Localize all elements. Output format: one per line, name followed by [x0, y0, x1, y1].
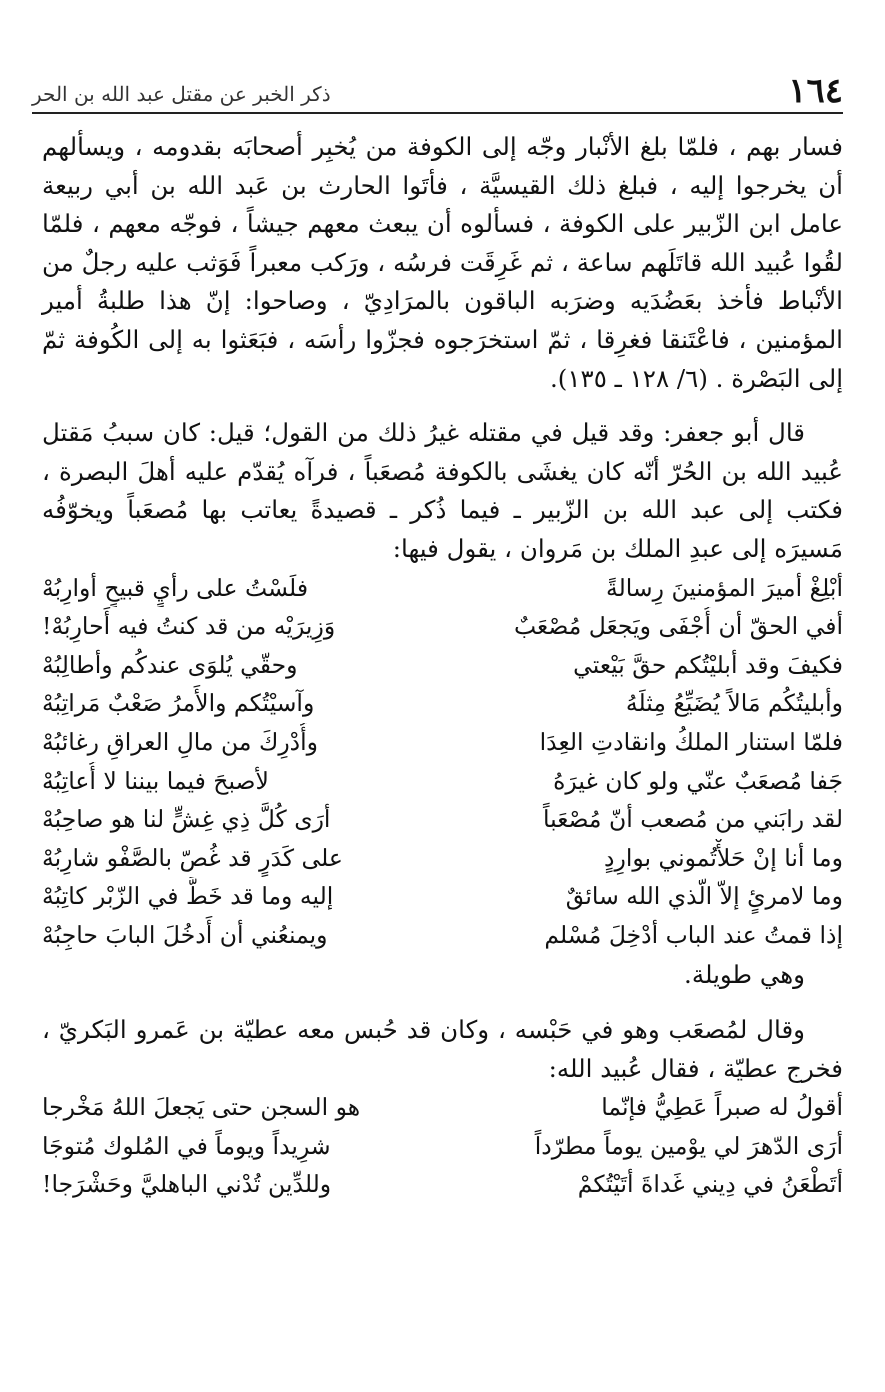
- page-number: ١٦٤: [788, 71, 843, 111]
- running-title: ذكر الخبر عن مقتل عبد الله بن الحر: [32, 82, 331, 106]
- narrative-paragraph: وقال لمُصعَب وهو في حَبْسه ، وكان قد حُبس معه عطيّة بن عَمرو البَكريّ ، فخرج عطيّة ، فقال عُبيد الله:: [42, 1015, 843, 1083]
- poem-verse: [42, 646, 843, 685]
- verse-second-hemistich: وحقّي يُلوَى عندكُم وأطالِبُهْ: [42, 650, 298, 679]
- poem-verse: [42, 723, 843, 762]
- verse-second-hemistich: إليه وما قد خَطَّ في الزّبْر كاتِبُهْ: [42, 882, 334, 911]
- verse-second-hemistich: أرَى كُلَّ ذِي غِشٍّ لنا هو صاحِبُهْ: [42, 805, 331, 834]
- page-header: [32, 58, 843, 114]
- poem-verse: [42, 1088, 843, 1127]
- verse-second-hemistich: وآسيْتُكم والأَمرُ صَعْبٌ مَراتِبُهْ: [42, 689, 315, 718]
- verse-second-hemistich: وأُدْرِكَ من مالِ العراقِ رغائبُهْ: [42, 727, 319, 756]
- poem-verse: [42, 877, 843, 916]
- verse-second-hemistich: وَزِيرَيْه من قد كنتُ فيه أَحارِبُهْ!: [42, 612, 336, 641]
- poem-verse: [42, 800, 843, 839]
- poem-verse: [42, 1127, 843, 1166]
- poem-first: [42, 569, 843, 955]
- poem-verse: [42, 839, 843, 878]
- poem-verse: [42, 569, 843, 608]
- verse-first-hemistich: فكيفَ وقد أبليْتُكم حقَّ بَيْعتي: [573, 650, 843, 679]
- verse-second-hemistich: لأصبحَ فيما بيننا لا أُعاتِبُهْ: [42, 766, 269, 795]
- page-content: [42, 128, 843, 1204]
- verse-second-hemistich: على كَدَرٍ قد غُصّ بالصَّفْو شارِبُهْ: [42, 843, 343, 872]
- verse-first-hemistich: أبْلِغْ أميرَ المؤمنينَ رِسالةً: [606, 573, 843, 602]
- verse-first-hemistich: جَفا مُصعَبٌ عنّي ولو كان غيرَهُ: [553, 766, 843, 795]
- verse-first-hemistich: لقد رابَني من مُصعب أنّ مُصْعَباً: [542, 805, 843, 834]
- verse-first-hemistich: أرَى الدّهرَ لي يوْمين يوماً مطرّداً: [534, 1131, 843, 1160]
- verse-first-hemistich: أفي الحقّ أن أُجْفَى ويَجعَل مُصْعَبٌ: [513, 612, 843, 641]
- verse-second-hemistich: ويمنعُني أن أَدخُلَ البابَ حاجِبُهْ: [42, 920, 328, 949]
- verse-second-hemistich: فلَسْتُ على رأيٍ قبيحٍ أوارِبُهْ: [42, 573, 309, 602]
- poem-verse: [42, 1165, 843, 1204]
- poem-verse: [42, 684, 843, 723]
- verse-first-hemistich: أتَطْعَنُ في دِيني غَداةَ أتَيْتُكمْ: [577, 1170, 843, 1199]
- poem-verse: [42, 916, 843, 955]
- verse-second-hemistich: وللدِّين تُدْني الباهليَّ وحَشْرَجا!: [42, 1170, 332, 1199]
- verse-first-hemistich: وأبليتُكُم مَالاً يُضَيِّعُ مِثلَهُ: [625, 689, 843, 718]
- poem-second: [42, 1088, 843, 1204]
- verse-first-hemistich: وما أنا إنْ حَلأْتُموني بوارِدٍ: [604, 843, 843, 872]
- poem-remark: وهي طويلة.: [684, 960, 805, 990]
- verse-first-hemistich: أقولُ له صبراً عَطِيُّ فإنّما: [601, 1093, 843, 1122]
- poem-verse: [42, 607, 843, 646]
- verse-first-hemistich: فلمّا استنار الملكُ وانقادتِ العِدَا: [539, 727, 843, 756]
- poem-verse: [42, 762, 843, 801]
- verse-first-hemistich: وما لامرئٍ إلاّ الّذي الله سائقٌ: [565, 882, 843, 911]
- verse-second-hemistich: شرِيداً ويوماً في المُلوك مُتوجَا: [42, 1131, 331, 1160]
- verse-first-hemistich: إذا قمتُ عند الباب أدْخِلَ مُسْلم: [544, 920, 843, 949]
- narrative-paragraph: فسار بهم ، فلمّا بلغ الأنْبار وجّه إلى الكوفة من يُخبِر أصحابَه بقدومه ، ويسألهم أن يخرجوا إليه ، فبلغ ذلك القيسيَّة ، فأتَوا الحارث بن عَبد الله بن أبي ربيعة عامل ابن الزّبير على الكوفة ، فسألوه أن يبعث معهم جيشاً ، فوجّه معهم ، فلمّا لقُوا عُبيد الله قاتَلَهم ساعة ، ثم غَرِقَت فرسُه ، ورَكب معبراً فَوَثب عليه رجلٌ من الأنْباط فأخذ بعَضُدَيه وضرَبه الباقون بالمرَادِيّ ، وصاحوا: إنّ هذا طلبةُ أمير المؤمنين ، فاعْتَنقا فغرِقا ، ثمّ استخرَجوه فجزّوا رأسَه ، فبَعَثوا به إلى الكُوفة ثمّ إلى البَصْرة . (٦/ ١٢٨ ـ ١٣٥).: [42, 132, 843, 393]
- verse-second-hemistich: هو السجن حتى يَجعلَ اللهُ مَخْرجا: [42, 1093, 361, 1122]
- narrative-paragraph: قال أبو جعفر: وقد قيل في مقتله غيرُ ذلك من القول؛ قيل: كان سببُ مَقتل عُبيد الله بن الحُرّ أنّه كان يغشَى بالكوفة مُصعَباً ، فرآه يُقدّم عليه أهلَ البصرة ، فكتب إلى عبد الله بن الزّبير ـ فيما ذُكر ـ قصيدةً يعاتب بها مُصعَباً ويخوّفُه مَسيرَه إلى عبدِ الملك بن مَروان ، يقول فيها:: [42, 418, 843, 563]
